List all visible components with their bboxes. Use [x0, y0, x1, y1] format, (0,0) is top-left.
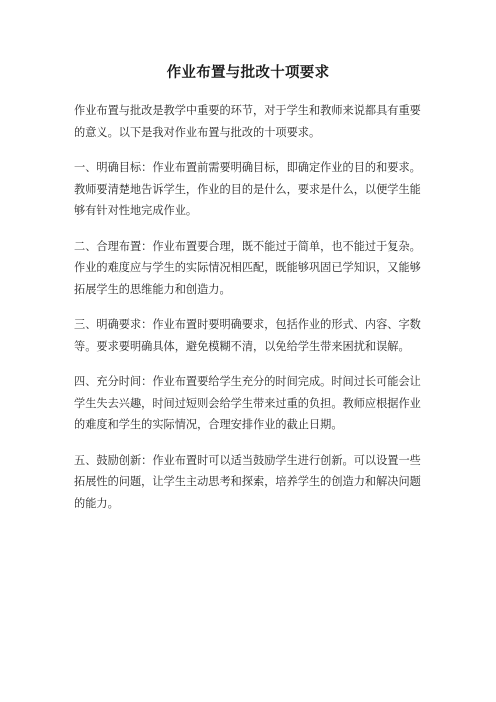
requirement-paragraph-1: 一、明确目标：作业布置前需要明确目标，即确定作业的目的和要求。教师要清楚地告诉学生，作业的目的是什么，要求是什么，以便学生能够有针对性地完成作业。: [74, 161, 421, 217]
requirement-paragraph-3: 三、明确要求：作业布置时要明确要求，包括作业的形式、内容、字数等。要求要明确具体，避免模糊不清，以免给学生带来困扰和误解。: [74, 318, 421, 353]
requirement-paragraph-5: 五、鼓励创新：作业布置时可以适当鼓励学生进行创新。可以设置一些拓展性的问题，让学生主动思考和探索，培养学生的创造力和解决问题的能力。: [74, 453, 421, 510]
intro-paragraph: 作业布置与批改是教学中重要的环节，对于学生和教师来说都具有重要的意义。以下是我对作业布置与批改的十项要求。: [74, 104, 421, 139]
page-title: 作业布置与批改十项要求: [166, 65, 330, 81]
requirement-paragraph-4: 四、充分时间：作业布置要给学生充分的时间完成。时间过长可能会让学生失去兴趣，时间过短则会给学生带来过重的负担。教师应根据作业的难度和学生的实际情况，合理安排作业的截止日期。: [74, 375, 421, 431]
requirement-paragraph-2: 二、合理布置：作业布置要合理，既不能过于简单，也不能过于复杂。作业的难度应与学生的实际情况相匹配，既能够巩固已学知识，又能够拓展学生的思维能力和创造力。: [74, 239, 421, 296]
